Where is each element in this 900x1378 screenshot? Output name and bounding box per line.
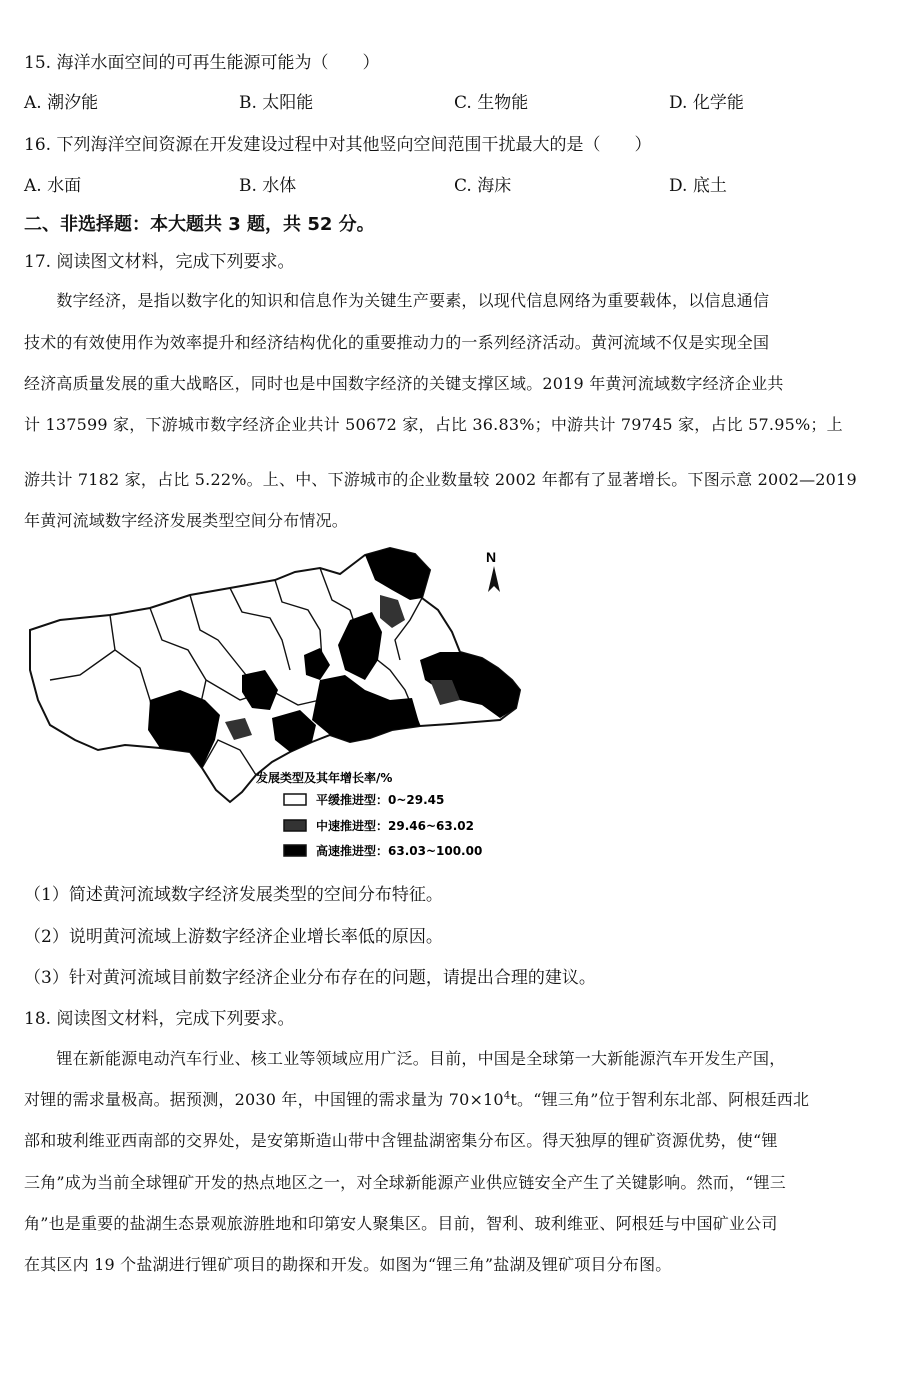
q18-paragraph-line: 角”也是重要的盐湖生态景观旅游胜地和印第安人聚集区。目前，智利、玻利维亚、阿根廷与中国矿业公司 [24, 1214, 778, 1233]
q15-option-a: A. 潮汐能 [24, 93, 99, 113]
legend-item-plain: 平缓推进型：0~29.45 [316, 793, 445, 807]
q15-option-b: B. 太阳能 [239, 93, 314, 113]
q16-option-a: A. 水面 [24, 176, 82, 196]
q18-paragraph-line [24, 1087, 809, 1110]
legend-item-medium: 中速推进型：29.46~63.02 [316, 819, 474, 833]
q17-paragraph-line: 计 137599 家，下游城市数字经济企业共计 50672 家，占比 36.83%；中游共计 79745 家，占比 57.95%；上 [24, 415, 843, 434]
q18-line2-a: 对锂的需求量极高。据预测，2030 年，中国锂的需求量为 70×10 [24, 1090, 504, 1109]
q16-option-d: D. 底土 [669, 176, 727, 196]
q16-stem: 16. 下列海洋空间资源在开发建设过程中对其他竖向空间范围干扰最大的是（ ） [24, 135, 652, 155]
q18-paragraph-line: 在其区内 19 个盐湖进行锂矿项目的勘探和开发。如图为“锂三角”盐湖及锂矿项目分布图。 [24, 1255, 672, 1274]
q18-paragraph-line: 三角”成为当前全球锂矿开发的热点地区之一，对全球新能源产业供应链安全产生了关键影响。然而，“锂三 [24, 1173, 786, 1192]
q17-subquestion-1: （1）简述黄河流域数字经济发展类型的空间分布特征。 [24, 885, 443, 905]
legend-swatch-plain [284, 794, 306, 805]
q18-stem: 18. 阅读图文材料，完成下列要求。 [24, 1009, 295, 1029]
q17-paragraph-line: 年黄河流域数字经济发展类型空间分布情况。 [24, 511, 349, 530]
q15-stem: 15. 海洋水面空间的可再生能源可能为（ ） [24, 53, 380, 73]
q18-line2-b: t。“锂三角”位于智利东北部、阿根廷西北 [510, 1090, 810, 1109]
q17-subquestion-2: （2）说明黄河流域上游数字经济企业增长率低的原因。 [24, 927, 443, 947]
q16-option-b: B. 水体 [239, 176, 297, 196]
q18-paragraph-line: 部和玻利维亚西南部的交界处，是安第斯造山带中含锂盐湖密集分布区。得天独厚的锂矿资源优势，使“锂 [24, 1131, 778, 1150]
section-heading: 二、非选择题：本大题共 3 题，共 52 分。 [24, 214, 375, 235]
legend-title: 发展类型及其年增长率/% [256, 771, 393, 785]
q17-subquestion-3: （3）针对黄河流域目前数字经济企业分布存在的问题，请提出合理的建议。 [24, 968, 596, 988]
north-label: N [486, 549, 497, 565]
q17-paragraph-line: 数字经济，是指以数字化的知识和信息作为关键生产要素，以现代信息网络为重要载体，以信息通信 [24, 291, 770, 310]
q18-paragraph-line: 锂在新能源电动汽车行业、核工业等领域应用广泛。目前，中国是全球第一大新能源汽车开发生产国， [24, 1049, 786, 1068]
q17-stem: 17. 阅读图文材料，完成下列要求。 [24, 252, 295, 272]
legend-item-high: 高速推进型：63.03~100.00 [316, 844, 483, 858]
legend-swatch-medium [284, 820, 306, 831]
q15-option-c: C. 生物能 [454, 93, 529, 113]
legend-swatch-high [284, 845, 306, 856]
q17-paragraph-line: 经济高质量发展的重大战略区，同时也是中国数字经济的关键支撑区域。2019 年黄河流域数字经济企业共 [24, 374, 784, 393]
q18-exponent: 4 [503, 1090, 511, 1102]
yellow-river-map [20, 540, 540, 870]
q17-paragraph-line: 技术的有效使用作为效率提升和经济结构优化的重要推动力的一系列经济活动。黄河流域不仅是实现全国 [24, 333, 770, 352]
q16-option-c: C. 海床 [454, 176, 512, 196]
q15-option-d: D. 化学能 [669, 93, 744, 113]
north-arrow-icon [486, 549, 500, 592]
map-legend [255, 770, 482, 858]
q17-paragraph-line: 游共计 7182 家，占比 5.22%。上、中、下游城市的企业数量较 2002 年都有了显著增长。下图示意 2002—2019 [24, 470, 857, 489]
